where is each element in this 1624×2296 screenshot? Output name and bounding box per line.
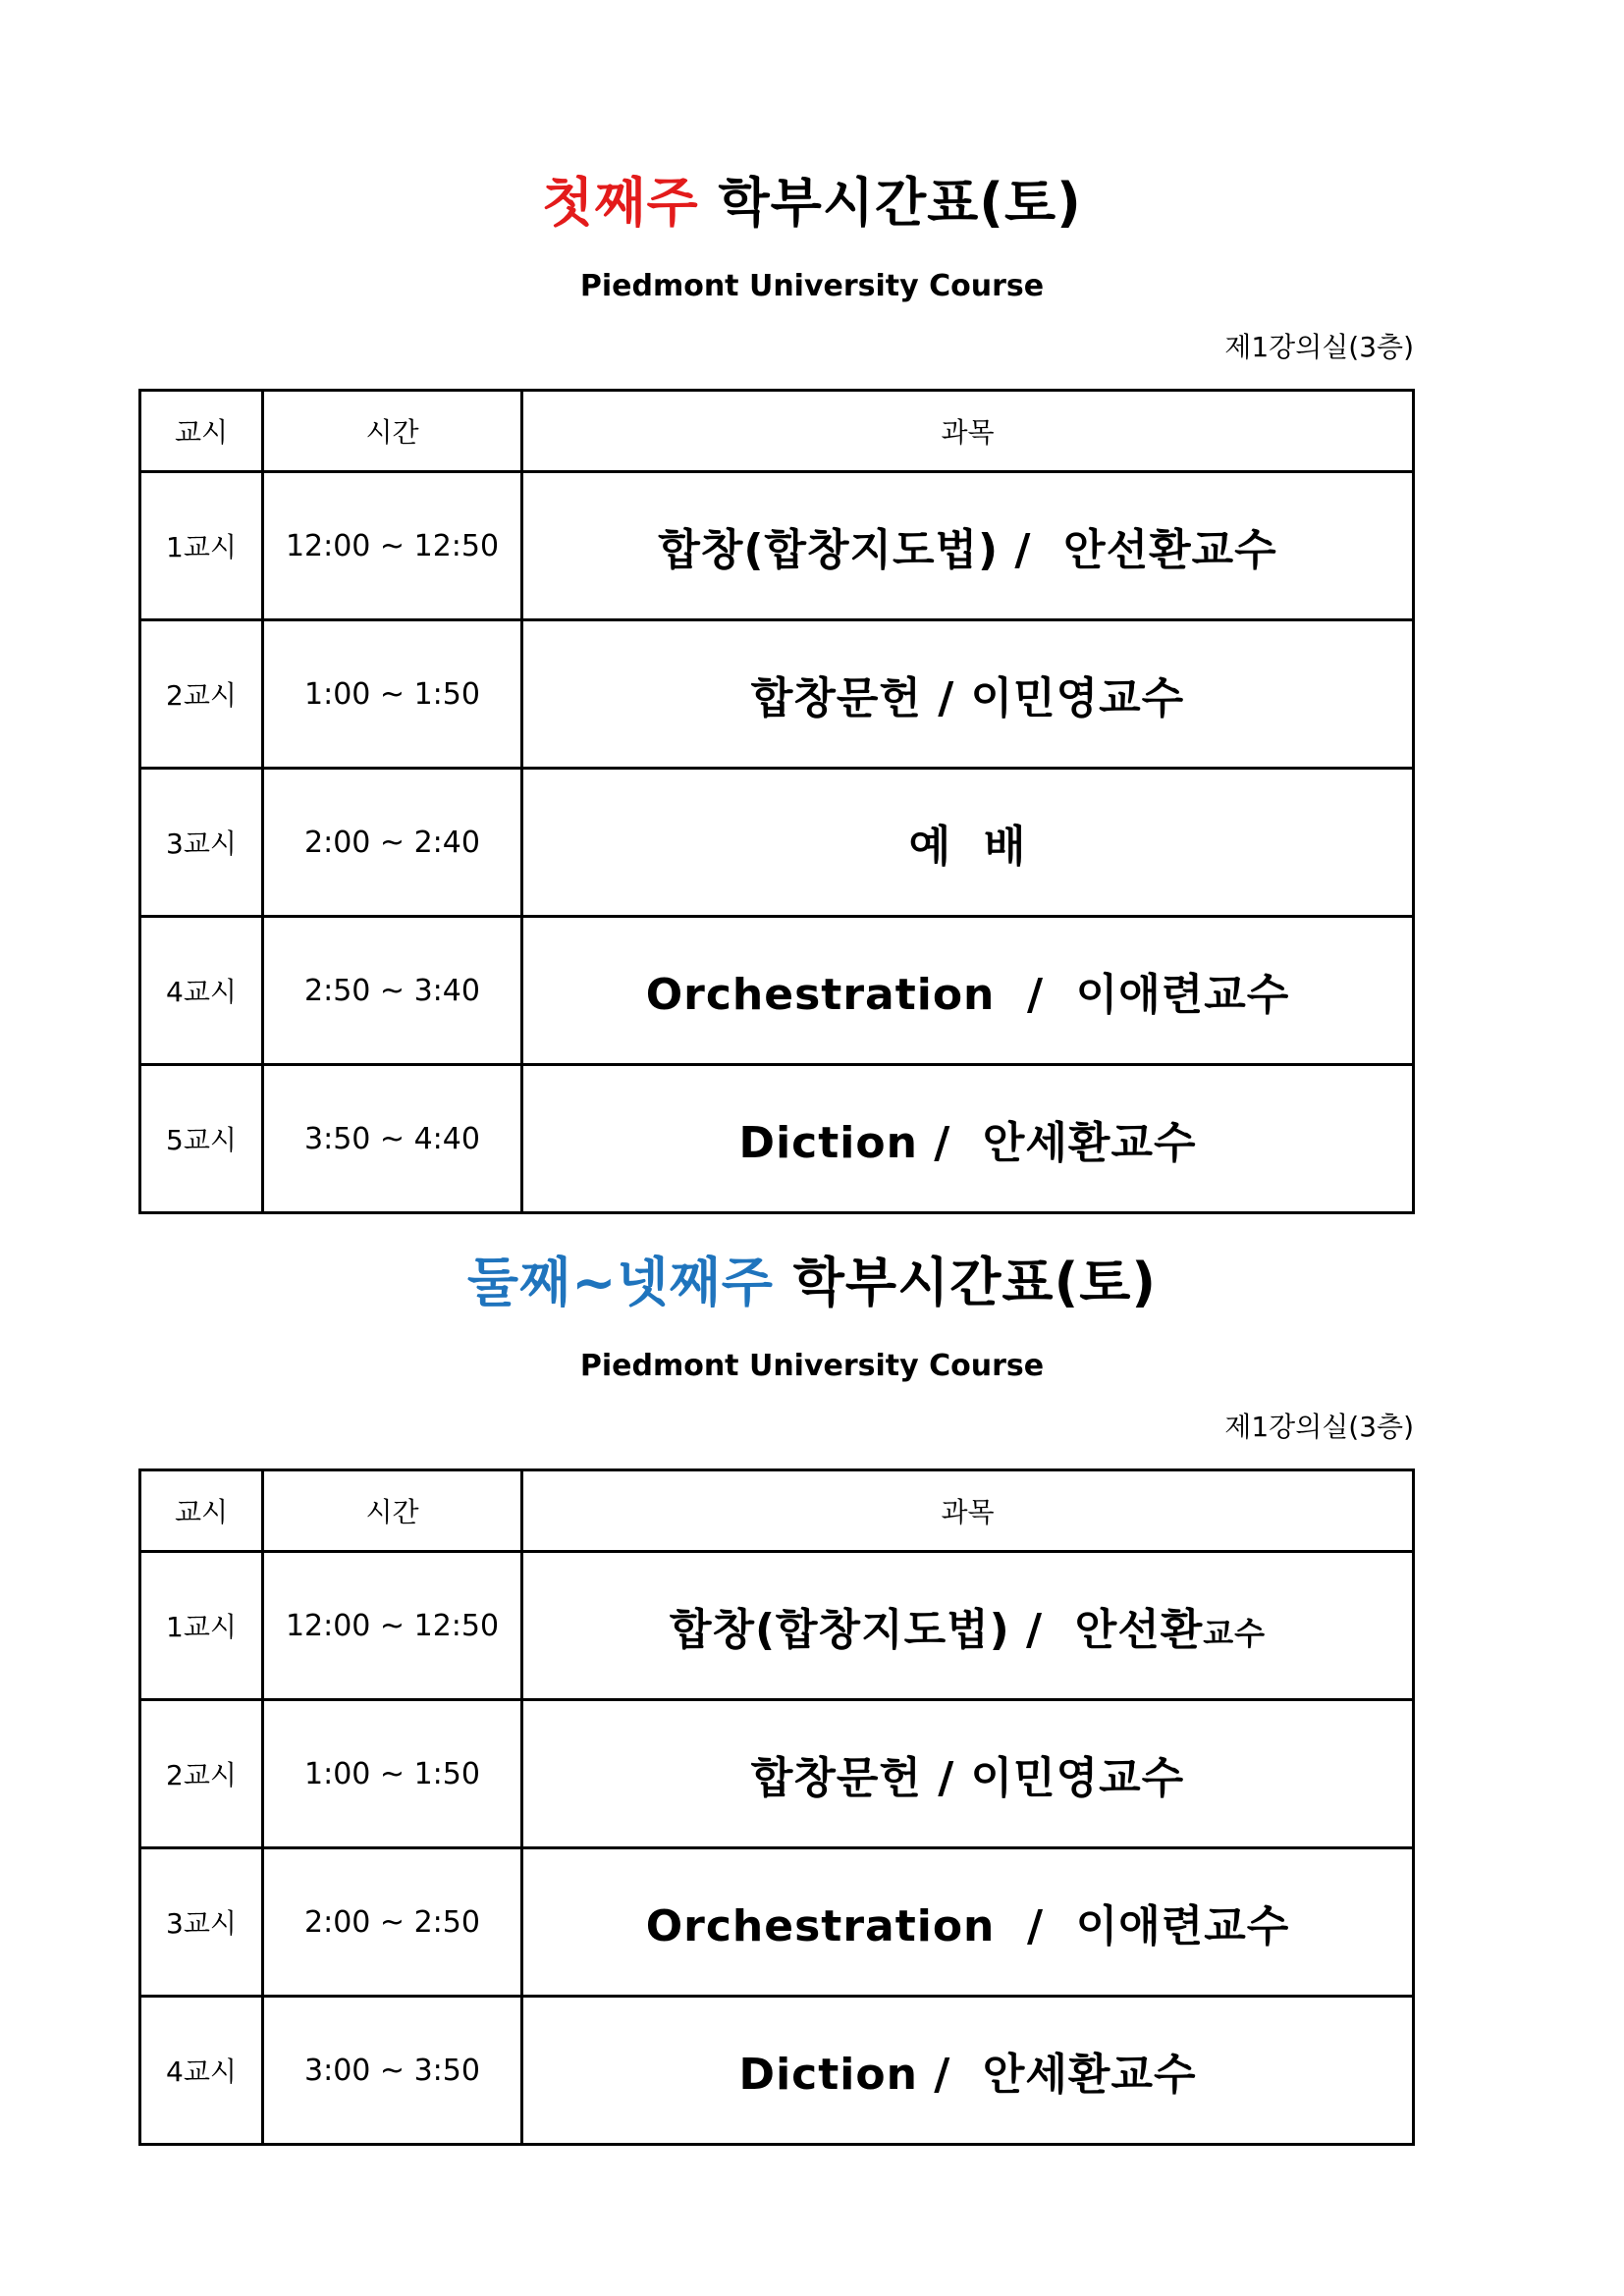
header-time: 시간	[263, 391, 522, 472]
week1-title-rest: 학부시간표(토)	[718, 172, 1082, 234]
table-row	[140, 917, 1414, 1065]
time-cell: 3:50 ~ 4:40	[263, 1065, 522, 1213]
subject-cell: Diction / 안세환교수	[522, 1065, 1414, 1213]
subject-cell: Orchestration / 이애련교수	[522, 1848, 1414, 1997]
period-cell: 3교시	[140, 1848, 263, 1997]
period-cell: 1교시	[140, 1552, 263, 1700]
table-row	[140, 1552, 1414, 1700]
time-cell: 12:00 ~ 12:50	[263, 472, 522, 620]
subject-suffix: 교수	[1203, 1615, 1267, 1652]
table-row	[140, 1997, 1414, 2145]
header-subject: 과목	[522, 391, 1414, 472]
subject-cell: 예 배	[522, 769, 1414, 917]
table-row	[140, 1065, 1414, 1213]
table-row	[140, 620, 1414, 769]
week2-4-title-rest: 학부시간표(토)	[792, 1252, 1158, 1313]
table-header-row	[140, 391, 1414, 472]
week2-4-room: 제1강의실(3층)	[1224, 1411, 1414, 1443]
time-cell: 2:00 ~ 2:40	[263, 769, 522, 917]
period-cell: 4교시	[140, 1997, 263, 2145]
week2-4-schedule-table	[138, 1468, 1415, 2146]
table-row	[140, 769, 1414, 917]
period-cell: 5교시	[140, 1065, 263, 1213]
time-cell: 1:00 ~ 1:50	[263, 1700, 522, 1848]
period-cell: 1교시	[140, 472, 263, 620]
header-period: 교시	[140, 1470, 263, 1552]
period-cell: 4교시	[140, 917, 263, 1065]
subject-cell: 합창문헌 / 이민영교수	[522, 1700, 1414, 1848]
subject-cell: 합창문헌 / 이민영교수	[522, 620, 1414, 769]
period-cell: 3교시	[140, 769, 263, 917]
week2-4-title	[0, 1249, 1624, 1317]
subject-text: 합창(합창지도법) / 안선환	[669, 1605, 1204, 1655]
time-cell: 2:50 ~ 3:40	[263, 917, 522, 1065]
period-cell: 2교시	[140, 620, 263, 769]
week1-title	[0, 169, 1624, 238]
time-cell: 2:00 ~ 2:50	[263, 1848, 522, 1997]
week1-room: 제1강의실(3층)	[1224, 331, 1414, 363]
header-time: 시간	[263, 1470, 522, 1552]
header-subject: 과목	[522, 1470, 1414, 1552]
week2-4-title-highlight: 둘째~넷째주	[466, 1252, 774, 1313]
table-row	[140, 472, 1414, 620]
subject-cell	[522, 1552, 1414, 1700]
table-row	[140, 1700, 1414, 1848]
period-cell: 2교시	[140, 1700, 263, 1848]
subject-cell: Orchestration / 이애련교수	[522, 917, 1414, 1065]
week1-title-highlight: 첫째주	[542, 172, 699, 234]
header-period: 교시	[140, 391, 263, 472]
table-header-row	[140, 1470, 1414, 1552]
week1-subtitle: Piedmont University Course	[579, 269, 1045, 303]
subject-cell: Diction / 안세환교수	[522, 1997, 1414, 2145]
subject-cell: 합창(합창지도법) / 안선환교수	[522, 472, 1414, 620]
week2-4-subtitle: Piedmont University Course	[579, 1349, 1045, 1383]
time-cell: 3:00 ~ 3:50	[263, 1997, 522, 2145]
time-cell: 12:00 ~ 12:50	[263, 1552, 522, 1700]
week1-schedule-table	[138, 389, 1415, 1214]
table-row	[140, 1848, 1414, 1997]
time-cell: 1:00 ~ 1:50	[263, 620, 522, 769]
